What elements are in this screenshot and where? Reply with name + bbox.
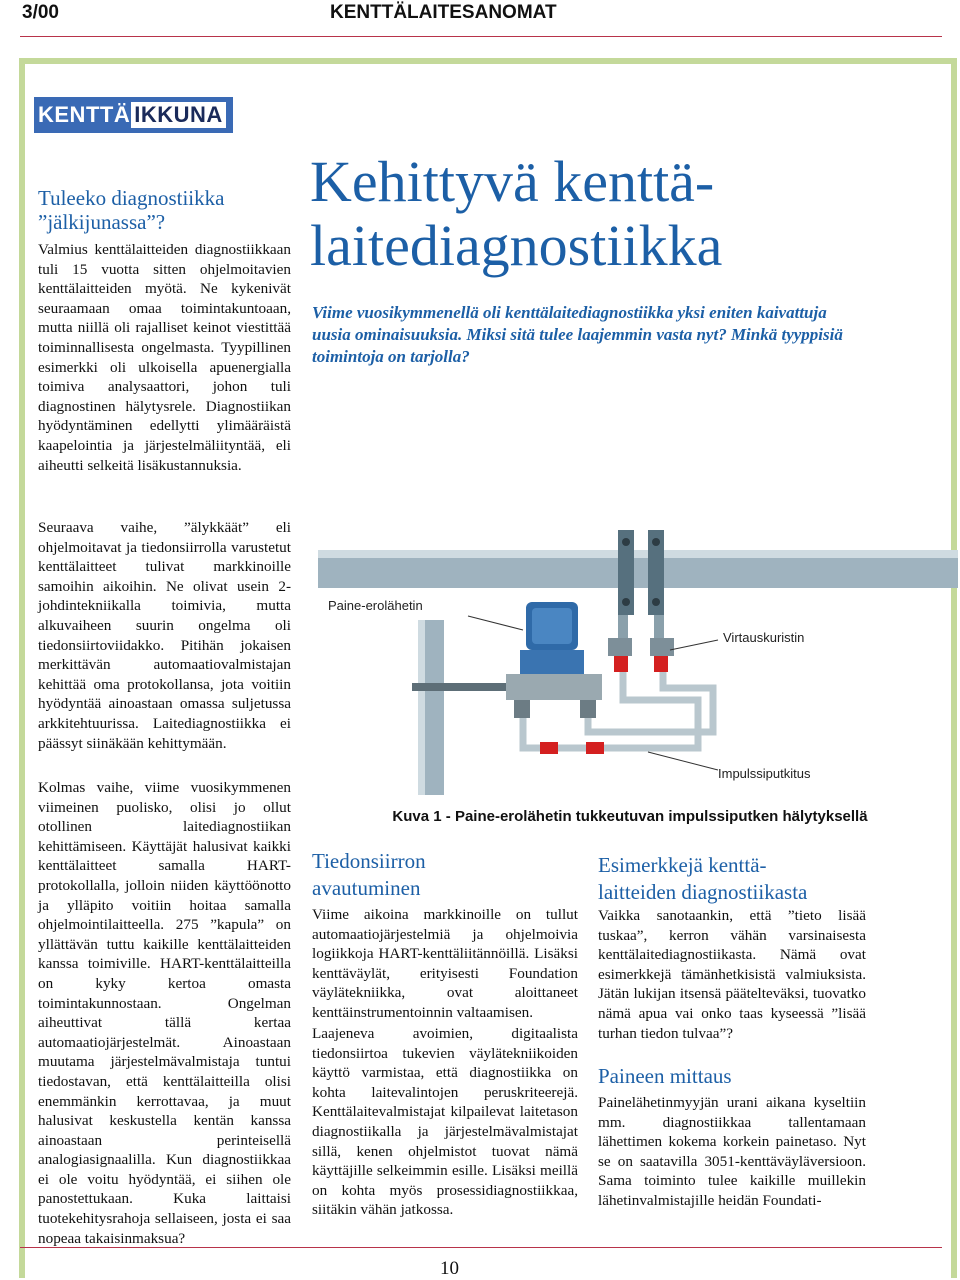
label-impulse: Impulssiputkitus xyxy=(718,766,811,781)
section1-p1: Viime aikoina markkinoille on tullut automaatiojärjestelmiä ja ohjelmoivia logiikkoja HART-kenttäliitännöillä. Lisäksi kenttäväylät, erityisesti Foundation väylätekniikka, ovat aloittaneet kenttäinstrumentoinnin valtaamisen. xyxy=(312,906,578,1021)
title-line-2: laitediagnostiikka xyxy=(310,213,723,278)
label-transmitter: Paine-erolähetin xyxy=(328,598,423,613)
logo-part1: KENTTÄ xyxy=(38,102,131,127)
footer-rule xyxy=(20,1247,942,1248)
side-article-p1: Valmius kenttälaitteiden diagnostiikkaan tuli 15 vuotta sitten ohjelmoitavien kenttälaitteiden myötä. Ne kykenivät seuraamaan omaa toimintakuntoaan, mutta niillä oli rajalliset keinot viestittää toiminnallisesta ongelmasta. Tyypillinen esimerkki oli ulkoisella apuenergialla toimiva analysaattori, johon tuli diagnostinen hälytysrele. Diagnostiikan hyödyntäminen edellytti ylimääräistä kaapelointia ja järjestelmäliityntää, eli aiheutti selkeitä lisäkustannuksia. xyxy=(38,241,291,474)
main-article-lead: Viime vuosikymmenellä oli kenttälaitediagnostiikka yksi eniten kaivattuja uusia ominaisuuksia. Miksi sitä tulee laajemmin vasta nyt? Minkä tyyppisiä toimintoja on tarjolla? xyxy=(312,303,843,366)
page-number: 10 xyxy=(440,1258,459,1279)
side-article-p2: Seuraava vaihe, ”älykkäät” eli ohjelmoitavat ja tiedonsiirrolla varustetut kenttälaitteet tulivat markkinoille samoihin aikoihin. Ne olivat usein 2-johdintekniikalla toimivia, mutta alkuvaiheen suurin ongelma oli tiedonsiirtoviidakko. Pitihän jokaisen merkittävän automaatiovalmistajan kehittää oma protokollansa, jota voitiin hyödyntää ainoastaan omassa suljetussa arkkitehtuurissa. Laitediagnostiikka ei päässyt siinäkään kehittymään. xyxy=(38,519,291,752)
section3-heading: Paineen mittaus xyxy=(598,1064,732,1088)
section1-heading-line2: avautuminen xyxy=(312,876,421,900)
section1-heading-line1: Tiedonsiirron xyxy=(312,849,426,873)
kenttaikkuna-logo xyxy=(34,97,233,133)
manifold xyxy=(506,674,602,700)
section1-heading xyxy=(312,848,572,902)
section3-p1: Painelähetinmyyjän urani aikana kyseltiin mm. diagnostiikkaa tallentamaan lähettimen kokema korkein painetaso. Nyt se on saatavilla 3051-kenttäväyläversioon. Sama toiminto tulee kaikille muillekin lähetinvalmistajille heidän Foundati- xyxy=(598,1094,866,1209)
side-article-p3: Kolmas vaihe, viime vuosikymmenen viimeinen puolisko, olisi jo ollut otollinen laitediagnostiikan kehittämiseen. Käyttäjät halusivat kaikki kenttälaitteet samalla HART-protokollalla, jolloin niiden käyttöönotto ja ylläpito voitiin hoitaa samalla ohjelmointilaitteella. 275 ”kapula” on yllättävän tuttu kaikille kenttälaitteiden kanssa toimiville. HART-kenttälaitteilla on kyky kertoa omasta toimintakunnostaan. Ongelman aiheuttivat tällä kertaa automaatiojärjestelmät. Ainoastaan muutama järjestelmävalmistaja tuntui tiedostavan, että kenttälaitteilla olisi enemmänkin kerrottavaa, ja muut halusivat keskustella kentän kanssa ainoastaan perinteisellä analogiasignaalilla. Kun diagnostiikkaa ei ole voitu hyödyntää, ei siihen ole panostettukaan. Kuka laittaisi tuotekehitysrahoja sellaiseen, josta ei saa nopeaa takaisinmaksua? xyxy=(38,779,291,1247)
publication-title: KENTTÄLAITESANOMAT xyxy=(330,2,557,23)
pressure-transmitter-diagram xyxy=(318,520,958,795)
logo-part2: IKKUNA xyxy=(131,102,226,128)
label-flow: Virtauskuristin xyxy=(723,630,805,645)
header-rule xyxy=(20,36,942,37)
section2-heading xyxy=(598,852,898,906)
title-line-1: Kehittyvä kenttä- xyxy=(310,149,715,214)
valve-red-left xyxy=(614,656,628,672)
figure-caption: Kuva 1 - Paine-erolähetin tukkeutuvan impulssiputken hälytyksellä xyxy=(392,808,868,825)
section1-p2: Laajeneva avoimien, digitaalista tiedonsiirtoa tukevien väylätekniikoiden käyttö varmistaa, että diagnostiikka on kohta laitevalintojen peruskriteerejä. Kenttälaitevalmistajat kilpailevat laitetason diagnostiikalla ja järjestelmävalmistajat sillä, kenen ohjelmistot tuovat nämä käyttäjille selkeimmin esille. Lisäksi meillä on kohta myös prosessidiagnostiikkaa, siitäkin vähän jatkossa. xyxy=(312,1025,578,1219)
page-issue: 3/00 xyxy=(22,2,59,23)
section2-heading-line1: Esimerkkejä kenttä- xyxy=(598,853,767,877)
main-article-title xyxy=(310,150,950,278)
valve-red-right xyxy=(654,656,668,672)
section2-p1: Vaikka sanotaankin, että ”tieto lisää tuskaa”, kerron vähän varsinaisesta kenttälaitediagnostiikasta. Nämä ovat esimerkkejä tämänhetkisistä valmiuksista. Jätän lukijan itsensä päätelteväksi, tuovatko nämä apua vai onko taas kyseessä ”lisää turhan tiedon tulvaa”? xyxy=(598,907,866,1042)
section2-heading-line2: laitteiden diagnostiikasta xyxy=(598,880,808,904)
side-article-heading: Tuleeko diagnostiikka ”jälkijunassa”? xyxy=(38,186,225,234)
